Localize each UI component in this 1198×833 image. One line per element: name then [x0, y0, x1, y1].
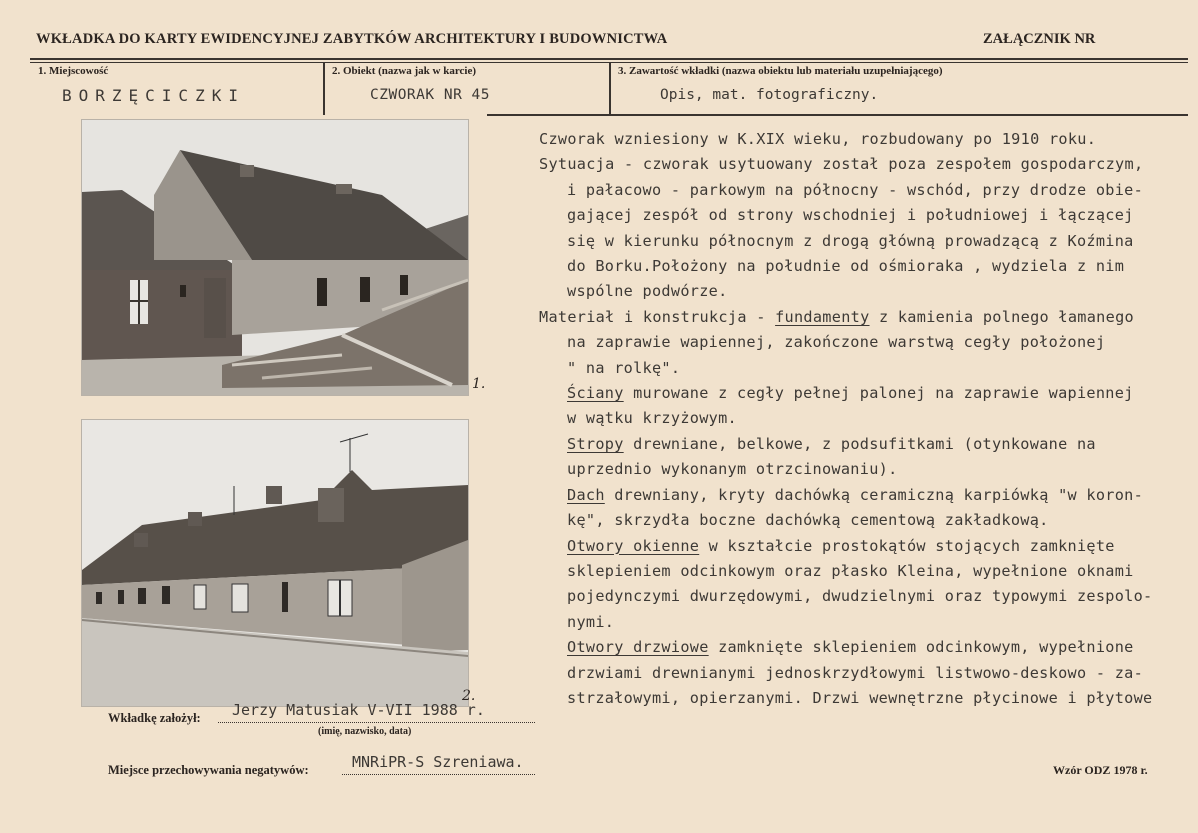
description-text: w kształcie prostokątów stojących zamknięte — [699, 536, 1115, 555]
photo-2 — [81, 419, 469, 707]
field-divider-1 — [323, 63, 325, 115]
description-text: murowane z cegły pełnej palonej na zaprawie wapiennej — [623, 384, 1134, 403]
description-text: zamknięte sklepieniem odcinkowym, wypełnione — [708, 638, 1134, 657]
field-value-object: CZWORAK NR 45 — [370, 87, 490, 103]
storage-label: Miejsce przechowywania negatywów: — [108, 763, 309, 777]
description-line — [539, 534, 1153, 559]
description-text: pojedynczymi dwurzędowymi, dwudzielnymi oraz typowymi zespolo- — [567, 587, 1153, 606]
field-divider-2 — [609, 63, 611, 115]
description-line — [539, 584, 1153, 609]
photo-1-building-image — [82, 120, 468, 395]
form-model: Wzór ODZ 1978 r. — [1053, 763, 1148, 777]
photo-2-number: 2. — [462, 688, 476, 704]
description-text: nymi. — [567, 612, 615, 631]
description-line — [539, 330, 1153, 355]
description-text: Materiał i konstrukcja - — [539, 307, 776, 326]
storage-dotted-line — [342, 774, 535, 775]
founder-label: Wkładkę założył: — [108, 711, 201, 725]
description-heading: Ściany — [567, 384, 624, 403]
description-line — [539, 305, 1153, 330]
description-heading: Otwory drzwiowe — [567, 638, 709, 657]
field-row-rule — [487, 114, 1188, 116]
field-value-contents: Opis, mat. fotograficzny. — [660, 87, 879, 103]
field-label-object: 2. Obiekt (nazwa jak w karcie) — [332, 65, 477, 77]
description-text: Sytuacja - czworak usytuowany został poza zespołem gospodarczym, — [539, 155, 1144, 174]
attachment-number-label: ZAŁĄCZNIK NR — [983, 31, 1096, 47]
description-line — [539, 432, 1153, 457]
founder-dotted-line — [218, 722, 535, 723]
description-heading: Stropy — [567, 434, 624, 453]
photo-1-number: 1. — [472, 376, 486, 392]
description-text: na zaprawie wapiennej, zakończone warstwą cegły położonej — [567, 333, 1106, 352]
description-line — [539, 178, 1153, 203]
description-text: wspólne podwórze. — [567, 282, 728, 301]
description-text: Czworak wzniesiony w K.XIX wieku, rozbudowany po 1910 roku. — [539, 130, 1097, 148]
description-line — [539, 635, 1153, 660]
description-line — [539, 254, 1153, 279]
description-text: się w kierunku północnym z drogą główną prowadzącą z Koźmina — [567, 231, 1134, 250]
description-heading: Otwory okienne — [567, 536, 700, 555]
description-line — [539, 508, 1153, 533]
description-text: drzwiami drewnianymi jednoskrzydłowymi listwowo-deskowo - za- — [567, 663, 1144, 682]
photo-1 — [81, 119, 469, 396]
description-text: do Borku.Położony na południe od ośmioraka , wydziela z nim — [567, 257, 1125, 276]
description-text: i pałacowo - parkowym na północny - wschód, przy drodze obie- — [567, 180, 1144, 199]
description-line — [539, 559, 1153, 584]
description-text: " na rolkę". — [567, 358, 681, 377]
description-line — [539, 127, 1153, 152]
founder-caption: (imię, nazwisko, data) — [318, 726, 412, 737]
description-line — [539, 406, 1153, 431]
description-text: w wątku krzyżowym. — [567, 409, 737, 428]
description-text: sklepieniem odcinkowym oraz płasko Kleina, wypełnione oknami — [567, 561, 1134, 580]
description-line — [539, 152, 1153, 177]
description-line — [539, 457, 1153, 482]
description-heading: fundamenty — [775, 307, 870, 326]
description-text: drewniane, belkowe, z podsufitkami (otynkowane na — [623, 434, 1096, 453]
field-value-locality: BORZĘCICZKI — [62, 86, 245, 105]
description-text: strzałowymi, opierzanymi. Drzwi wewnętrzne płycinowe i płytowe — [567, 688, 1153, 707]
form-title: WKŁADKA DO KARTY EWIDENCYJNEJ ZABYTKÓW ARCHITEKTURY I BUDOWNICTWA — [36, 31, 668, 47]
description-text: gającej zespół od strony wschodniej i południowej i łączącej — [567, 206, 1134, 225]
description-heading: Dach — [567, 485, 605, 504]
description-line — [539, 661, 1153, 686]
storage-value: MNRiPR-S Szreniawa. — [352, 753, 524, 771]
field-label-locality: 1. Miejscowość — [38, 65, 109, 77]
description-text: kę", skrzydła boczne dachówką cementową zakładkową. — [567, 511, 1049, 530]
description-text: z kamienia polnego łamanego — [869, 307, 1134, 326]
description-line — [539, 483, 1153, 508]
description-text: uprzednio wykonanym otrzcinowaniu). — [567, 460, 898, 479]
description-line — [539, 610, 1153, 635]
description-line — [539, 356, 1153, 381]
field-label-contents: 3. Zawartość wkładki (nazwa obiektu lub materiału uzupełniającego) — [618, 65, 943, 77]
photo-2-building-image — [82, 420, 468, 706]
header-rule-top — [30, 58, 1188, 60]
description-line — [539, 229, 1153, 254]
description-line — [539, 381, 1153, 406]
description-line — [539, 279, 1153, 304]
founder-value: Jerzy Matusiak V-VII 1988 r. — [232, 701, 485, 719]
description-line — [539, 203, 1153, 228]
description-line — [539, 686, 1153, 711]
description-text: drewniany, kryty dachówką ceramiczną karpiówką "w koron- — [604, 485, 1144, 504]
description-block — [539, 127, 1153, 711]
